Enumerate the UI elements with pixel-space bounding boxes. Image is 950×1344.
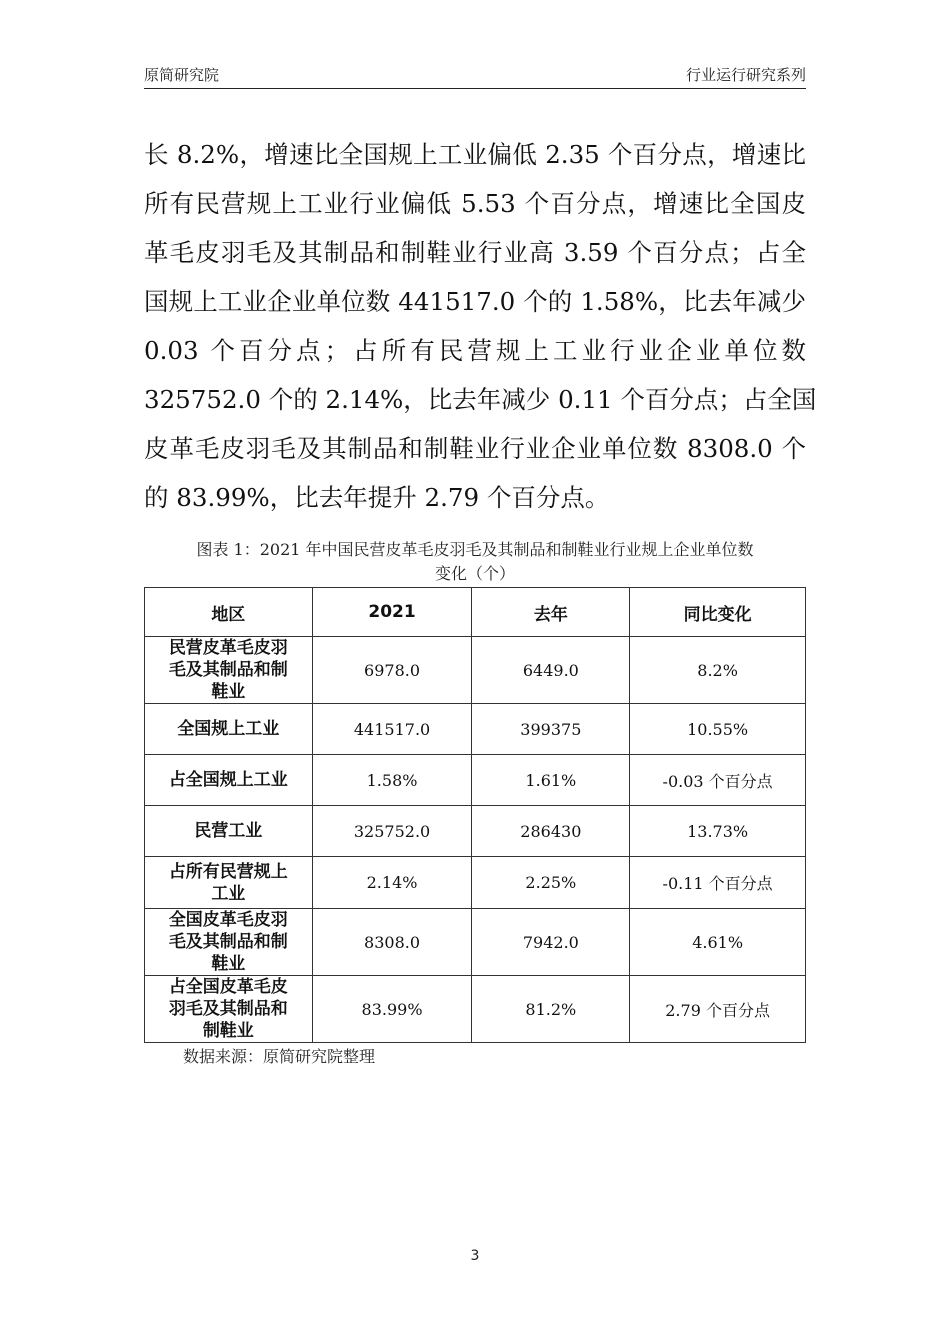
table-row <box>145 637 806 704</box>
header-divider <box>144 88 806 89</box>
region-cell <box>145 857 313 909</box>
paragraph-line: 的 83.99%，比去年提升 2.79 个百分点。 <box>144 483 610 512</box>
value-2021: 325752.0 <box>312 806 472 857</box>
value-2021: 441517.0 <box>312 704 472 755</box>
region-cell <box>145 704 313 755</box>
value-change: 10.55% <box>630 704 806 755</box>
paragraph-line: 皮革毛皮羽毛及其制品和制鞋业行业企业单位数 8308.0 个 <box>144 434 806 463</box>
table-row <box>145 806 806 857</box>
region-line: 毛及其制品和制 <box>168 932 288 952</box>
region-line: 毛及其制品和制 <box>168 660 288 680</box>
value-2021: 6978.0 <box>312 637 472 704</box>
region-cell <box>145 806 313 857</box>
value-last-year: 6449.0 <box>472 637 630 704</box>
paragraph-line: 长 8.2%，增速比全国规上工业偏低 2.35 个百分点，增速比 <box>144 140 806 169</box>
paragraph-line: 革毛皮羽毛及其制品和制鞋业行业高 3.59 个百分点；占全 <box>144 238 806 267</box>
region-line: 羽毛及其制品和 <box>168 999 288 1019</box>
page-number: 3 <box>470 1248 480 1264</box>
table-row <box>145 755 806 806</box>
body-paragraph <box>144 130 817 522</box>
region-line: 全国规上工业 <box>177 719 280 739</box>
region-line: 占全国皮革毛皮 <box>168 977 288 997</box>
value-last-year: 286430 <box>472 806 630 857</box>
value-change: 8.2% <box>630 637 806 704</box>
value-2021: 2.14% <box>312 857 472 909</box>
region-cell <box>145 755 313 806</box>
caption-line-1: 图表 1：2021 年中国民营皮革毛皮羽毛及其制品和制鞋业行业规上企业单位数 <box>196 540 754 559</box>
header-series-name: 行业运行研究系列 <box>685 66 806 84</box>
paragraph-line: 325752.0 个的 2.14%，比去年减少 0.11 个百分点；占全国 <box>144 385 817 414</box>
data-table <box>144 587 806 1043</box>
value-change: -0.03 个百分点 <box>630 755 806 806</box>
page-header <box>144 64 806 86</box>
region-line: 占所有民营规上 <box>168 861 288 882</box>
region-cell <box>145 976 313 1043</box>
region-line: 民营工业 <box>194 821 263 841</box>
header-region: 地区 <box>145 588 313 637</box>
paragraph-line: 国规上工业企业单位数 441517.0 个的 1.58%，比去年减少 <box>144 287 806 316</box>
table-caption <box>144 538 806 586</box>
table-header-row <box>145 588 806 637</box>
table-row <box>145 857 806 909</box>
value-last-year: 1.61% <box>472 755 630 806</box>
table-row <box>145 909 806 976</box>
region-line: 民营皮革毛皮羽 <box>168 638 288 658</box>
value-last-year: 2.25% <box>472 857 630 909</box>
region-line: 鞋业 <box>211 682 246 702</box>
value-2021: 1.58% <box>312 755 472 806</box>
header-last-year: 去年 <box>472 588 630 637</box>
value-2021: 8308.0 <box>312 909 472 976</box>
region-line: 鞋业 <box>211 954 246 974</box>
table-row <box>145 704 806 755</box>
value-last-year: 399375 <box>472 704 630 755</box>
header-yoy-change: 同比变化 <box>630 588 806 637</box>
value-last-year: 7942.0 <box>472 909 630 976</box>
value-change: -0.11 个百分点 <box>630 857 806 909</box>
paragraph-line: 0.03 个百分点；占所有民营规上工业行业企业单位数 <box>144 336 806 365</box>
header-2021: 2021 <box>312 588 472 637</box>
table-row <box>145 976 806 1043</box>
region-line: 占全国规上工业 <box>168 770 288 790</box>
value-change: 13.73% <box>630 806 806 857</box>
region-line: 工业 <box>211 883 246 904</box>
data-source-note: 数据来源：原简研究院整理 <box>183 1047 376 1066</box>
header-org-name: 原简研究院 <box>144 66 220 84</box>
paragraph-line: 所有民营规上工业行业偏低 5.53 个百分点，增速比全国皮 <box>144 189 806 218</box>
caption-line-2: 变化（个） <box>434 564 515 583</box>
value-2021: 83.99% <box>312 976 472 1043</box>
value-last-year: 81.2% <box>472 976 630 1043</box>
region-line: 制鞋业 <box>202 1021 254 1041</box>
value-change: 4.61% <box>630 909 806 976</box>
region-line: 全国皮革毛皮羽 <box>168 910 288 930</box>
region-cell <box>145 909 313 976</box>
value-change: 2.79 个百分点 <box>630 976 806 1043</box>
region-cell <box>145 637 313 704</box>
